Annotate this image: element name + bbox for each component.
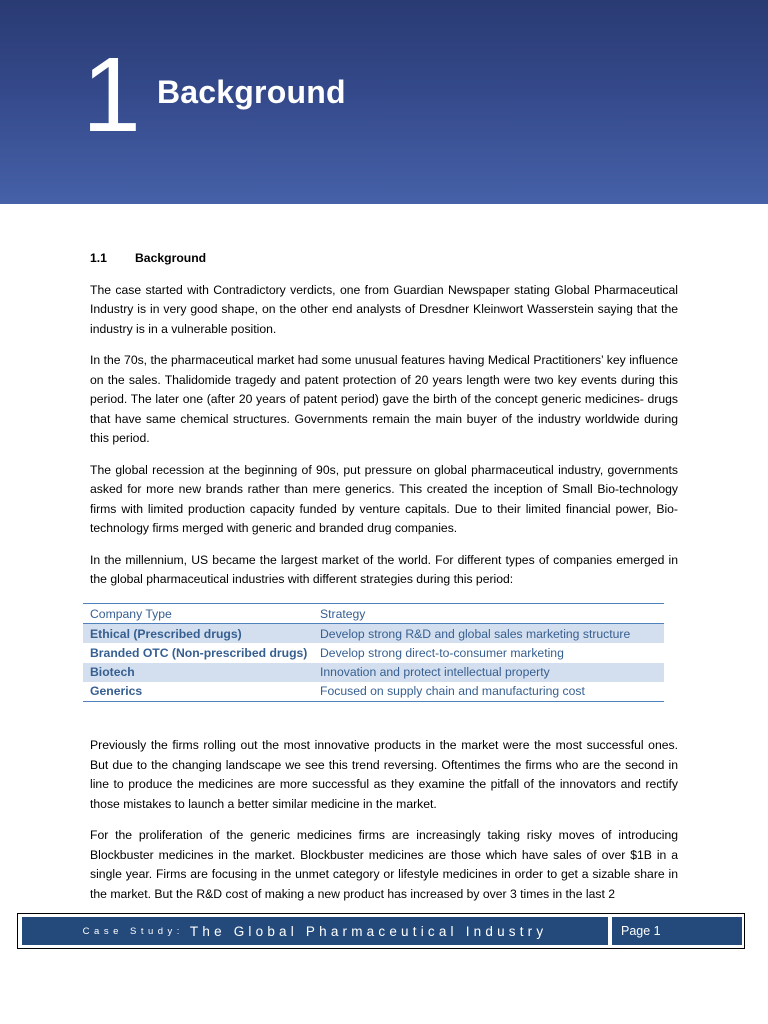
section-heading <box>90 249 678 269</box>
table-row <box>83 663 664 682</box>
table-cell-strategy: Develop strong direct-to-consumer marketing <box>320 645 564 660</box>
body-text-bottom <box>90 736 678 916</box>
table-cell-strategy: Develop strong R&D and global sales marketing structure <box>313 624 664 644</box>
paragraph: The case started with Contradictory verdicts, one from Guardian Newspaper stating Global Pharmaceutical Industry is in very good shape, on the other end analysts of Dresdner Kleinwort Wasserstein saying that the industry is in a vulnerable position. <box>90 282 678 336</box>
table-header-strategy: Strategy <box>313 604 664 624</box>
strategy-table <box>83 603 664 702</box>
table-row <box>83 624 664 644</box>
table-cell-company-type: Branded OTC (Non-prescribed drugs) <box>90 645 308 660</box>
body-text-top <box>90 249 678 602</box>
footer-title-bar <box>22 917 608 945</box>
table-row <box>83 682 664 702</box>
table-cell-strategy: Innovation and protect intellectual property <box>313 663 664 682</box>
chapter-number: 1 <box>82 36 141 154</box>
footer-label: Case Study: <box>82 925 184 937</box>
table-cell-company-type: Generics <box>90 684 143 699</box>
chapter-title: Background <box>157 74 346 110</box>
paragraph: Previously the firms rolling out the most innovative products in the market were the most successful ones. But due to the changing landscape we see this trend reversing. Oftentimes the firms who are the second in line to produce the medicines are more successful as they examine the pitfall of the innovators and rectify those mistakes to launch a better similar medicine in the market. <box>90 738 678 811</box>
paragraph: The global recession at the beginning of 90s, put pressure on global pharmaceutical industry, governments asked for more new brands rather than mere generics. This created the inception of Small Bio-technology firms with limited production capacity funded by venture capitals. Due to their limited financial power, Bio-technology firms merged with generic and branded drug companies. <box>90 462 678 535</box>
paragraph: In the 70s, the pharmaceutical market had some unusual features having Medical Practitioners’ key influence on the sales. Thalidomide tragedy and patent protection of 20 years length were two key events during this period. The later one (after 20 years of patent period) gave the birth of the concept generic medicines- drugs that have same chemical structures. Governments remain the main buyer of the industry worldwide during this period. <box>90 353 678 445</box>
paragraph: For the proliferation of the generic medicines firms are increasingly taking risky moves of introducing Blockbuster medicines in the market. Blockbuster medicines are those which have sales of over $1B in a single year. Firms are focusing in the unmet category or lifestyle medicines in order to get a sizable share in the market. But the R&D cost of making a new product has increased by over 3 times in the last 2 <box>90 828 678 901</box>
chapter-banner <box>0 0 768 204</box>
footer-title: The Global Pharmaceutical Industry <box>189 923 548 939</box>
table-header-company-type: Company Type <box>83 604 313 624</box>
table-cell-company-type: Ethical (Prescribed drugs) <box>83 624 313 644</box>
section-number: 1.1 <box>90 251 107 265</box>
table-cell-strategy: Focused on supply chain and manufacturing cost <box>320 684 585 699</box>
paragraph: In the millennium, US became the largest market of the world. For different types of companies emerged in the global pharmaceutical industries with different strategies during this period: <box>90 552 678 586</box>
page-number: Page 1 <box>612 917 742 945</box>
table-row <box>83 643 664 662</box>
table-header-row <box>83 604 664 624</box>
table-cell-company-type: Biotech <box>83 663 313 682</box>
section-title: Background <box>135 251 207 265</box>
